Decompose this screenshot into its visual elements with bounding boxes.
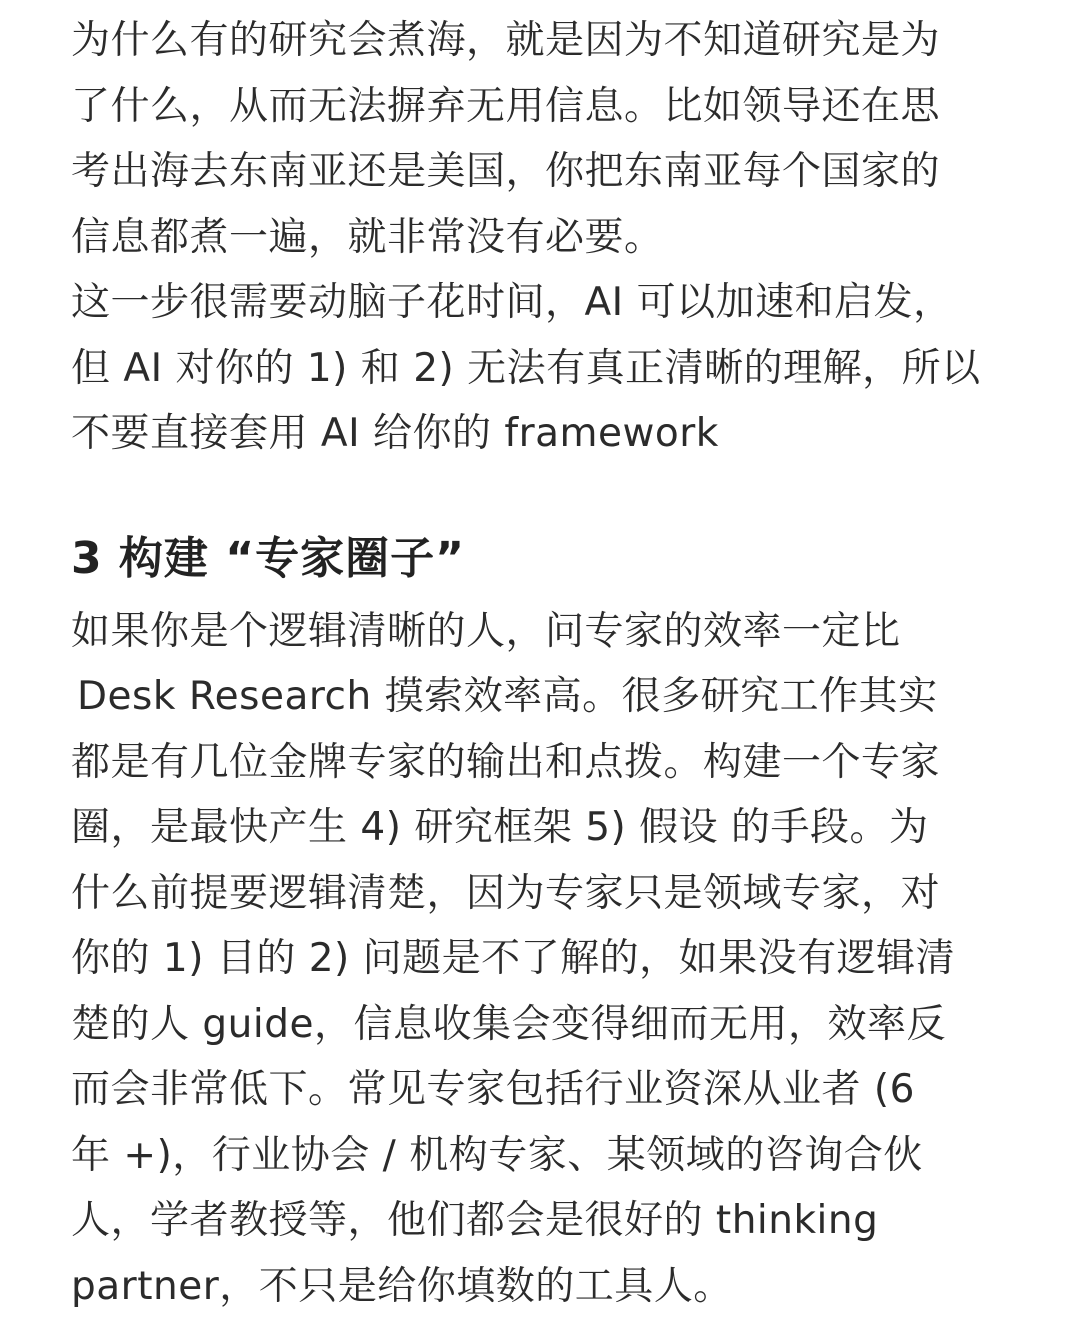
paragraph-ai-framework bbox=[71, 270, 1031, 467]
text-line: Desk Research 摸索效率高。很多研究工作其实 bbox=[77, 674, 938, 719]
article-body bbox=[71, 8, 1031, 1319]
text-line: 信息都煮一遍，就非常没有必要。 bbox=[71, 214, 664, 260]
paragraph-research-purpose bbox=[71, 8, 1031, 270]
text-line: partner，不只是给你填数的工具人。 bbox=[71, 1263, 733, 1309]
text-line: 什么前提要逻辑清楚，因为专家只是领域专家，对 bbox=[71, 870, 941, 916]
paragraph-expert-circle bbox=[71, 599, 1031, 1320]
text-line: 考出海去东南亚还是美国，你把东南亚每个国家的 bbox=[71, 149, 941, 194]
section-heading: 3 构建 “专家圈子” bbox=[71, 532, 466, 584]
text-line: 如果你是个逻辑清晰的人，问专家的效率一定比 bbox=[71, 608, 901, 654]
text-line: 都是有几位金牌专家的输出和点拨。构建一个专家 bbox=[71, 739, 941, 785]
text-line: 为什么有的研究会煮海，就是因为不知道研究是为 bbox=[71, 18, 941, 63]
text-line: 这一步很需要动脑子花时间，AI 可以加速和启发， bbox=[71, 280, 953, 325]
text-line: 楚的人 guide，信息收集会变得细而无用，效率反 bbox=[71, 1001, 946, 1047]
text-line: 了什么，从而无法摒弃无用信息。比如领导还在思 bbox=[71, 83, 941, 129]
text-line: 而会非常低下。常见专家包括行业资深从业者 (6 bbox=[71, 1067, 915, 1112]
text-line: 但 AI 对你的 1) 和 2) 无法有真正清晰的理解，所以 bbox=[71, 345, 981, 391]
text-line: 圈，是最快产生 4) 研究框架 5) 假设 的手段。为 bbox=[71, 805, 929, 850]
section-spacer bbox=[71, 467, 1031, 523]
text-line: 不要直接套用 AI 给你的 framework bbox=[71, 411, 719, 456]
text-line: 你的 1) 目的 2) 问题是不了解的，如果没有逻辑清 bbox=[71, 936, 956, 981]
text-line: 年 +)，行业协会 / 机构专家、某领域的咨询合伙 bbox=[71, 1132, 923, 1178]
text-line: 人，学者教授等，他们都会是很好的 thinking bbox=[71, 1198, 879, 1243]
